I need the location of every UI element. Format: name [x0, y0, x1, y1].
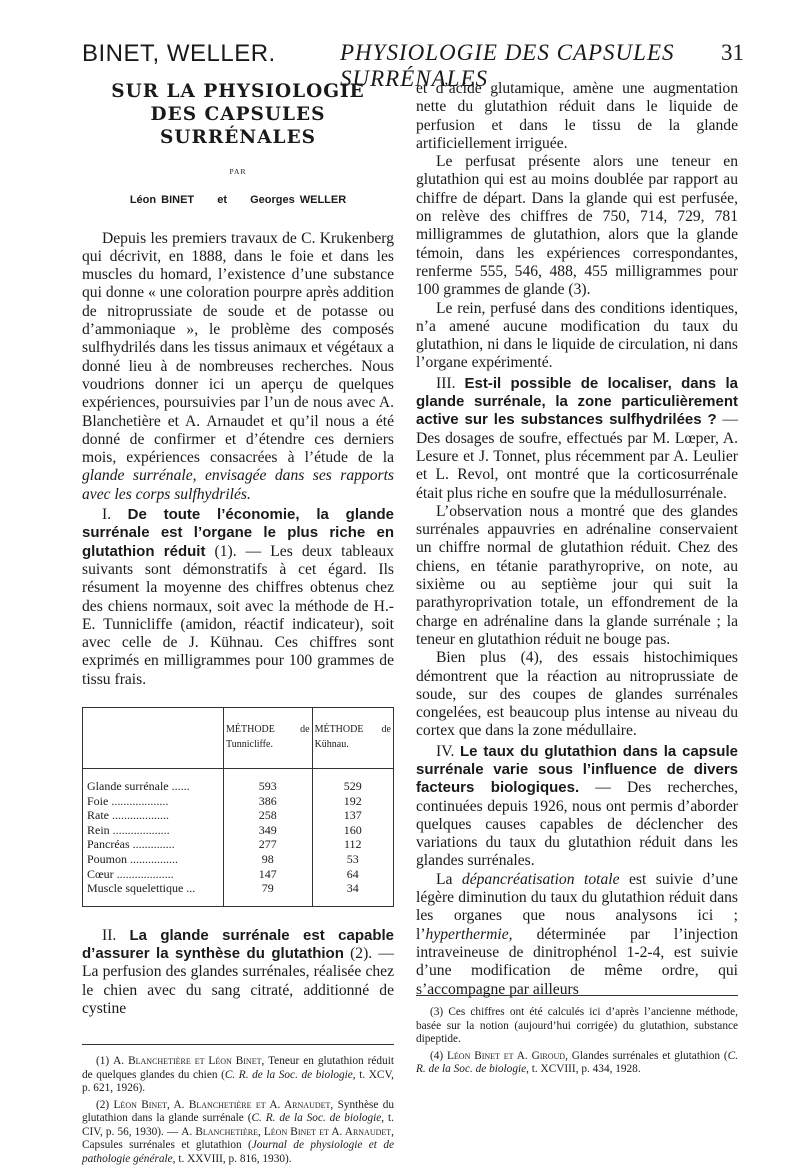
footnote-4	[416, 1050, 738, 1077]
glutathion-table	[82, 707, 394, 907]
table-row	[83, 852, 394, 867]
table-header-organ	[83, 708, 224, 769]
section-3-text: — Des dosages de soufre, effectués par M. Lœper, A. Lesure et J. Tonnet, plus récemment par A. Leulier et L. Revol, ont montré que la corticosurrénale était plus riche en soufre que la médullosurrénale.	[416, 411, 738, 502]
table-cell-tunnicliffe: 349	[224, 823, 313, 838]
left-column	[82, 80, 394, 1169]
article-title-line2: DES CAPSULES SURRÉNALES	[150, 104, 326, 148]
right-footnotes	[416, 995, 738, 1080]
table-cell-organ: Poumon ................	[87, 851, 179, 866]
footnote-4-authors: Léon Binet et A. Giroud	[447, 1049, 566, 1062]
byline	[82, 191, 394, 209]
footnote-2-text-b: , Capsules surrénales et glutathion (	[82, 1125, 394, 1152]
table-header-tunnicliffe: MÉTHODE de Tunnicliffe.	[224, 708, 313, 769]
section-2-text: (2). — La perfusion des glandes surrénales, réalisée chez le chien avec du sang citraté, additionné de cystine	[82, 945, 394, 1017]
footnote-4-journal: C. R. de la Soc. de biologie	[416, 1049, 739, 1075]
table-cell-tunnicliffe: 98	[224, 852, 313, 867]
table-row	[83, 837, 394, 852]
continuation-paragraph: et d’acide glutamique, amène une augmentation nette du glutathion réduit dans le liquide de perfusion et dans le tissu de la glande artificiellement irriguée.	[416, 80, 738, 152]
table-cell-kuhnau: 529	[312, 769, 393, 794]
paragraph-observation: L’observation nous a montré que des glandes surrénales appauvries en adrénaline conservaient un chiffre normal de glutathion réduit. Chez des chiens, en tétanie parathyroprive, on note, au sixième ou au septième jour qui suit la parathyroprivation totale, un effondrement de la charge en adrénaline dans la glande surrénale ; la teneur en glutathion réduit ne bouge pas.	[416, 502, 738, 648]
intro-text: Depuis les premiers travaux de C. Krukenberg qui décrivit, en 1888, dans le foie et dans les muscles du homard, l’existence d’une substance qui donne « une coloration pourpre après addition de nitroprussiate de soude et de potasse ou d’ammoniaque », le problème des composés sulfhydrilés dans les tissus animaux et végétaux a donné lieu à de nombreuses recherches. Nous voudrions donner ici un aperçu de quelques expériences, poursuivies par l’un de nous avec A. Blanchetière et A. Arnaudet et qu’il nous a été donné de confirmer et d’étendre ces derniers mois, expériences consacrées à l’étude de la	[82, 229, 394, 467]
article-title	[82, 80, 394, 149]
section-2-paragraph	[82, 927, 394, 1018]
table-cell-kuhnau: 112	[312, 837, 393, 852]
section-1-text: (1). — Les deux tableaux suivants sont démonstratifs à cet égard. Ils résument la moyenne des chiffres obtenus chez des chiens normaux, soit avec la méthode de H.-E. Tunnicliffe (amidon, réactif indicateur), soit avec celle de J. Kühnau. Ces chiffres sont exprimés en milligrammes pour 100 grammes de tissu frais.	[82, 542, 394, 688]
intro-italic: glande surrénale, envisagée dans ses rapports avec les corps sulfhydrilés.	[82, 467, 394, 503]
table-cell-organ: Pancréas ..............	[87, 837, 175, 852]
section-3-paragraph	[416, 375, 738, 503]
table-row	[83, 808, 394, 823]
running-head-authors: BINET, WELLER.	[82, 40, 276, 67]
footnote-4-ref: , t. XCVIII, p. 434, 1928.	[526, 1063, 641, 1075]
table-row	[83, 823, 394, 838]
table-header-row	[83, 708, 394, 769]
table-row	[83, 867, 394, 882]
footnote-rule-right	[416, 995, 738, 996]
footnote-2-authors: Léon Binet, A. Blanchetière et A. Arnaudet	[113, 1098, 331, 1111]
p8-text-c: , déterminée par l’injection intraveineuse de dinitrophénol 1-2-4, est suivie d’une modification de même ordre, qui s’accompagne par ailleurs	[416, 925, 738, 998]
table-cell-tunnicliffe: 258	[224, 808, 313, 823]
right-column	[416, 80, 738, 999]
paragraph-bien-plus: Bien plus (4), des essais histochimiques démontrent que la réaction au nitroprussiate de soude, sur des coupes de glandes surrénales congelées, est beaucoup plus intense au niveau du cortex que dans la zone médullaire.	[416, 649, 738, 740]
table-cell-kuhnau: 192	[312, 794, 393, 809]
table-cell-kuhnau: 137	[312, 808, 393, 823]
table-cell-organ: Foie ...................	[87, 793, 169, 808]
table-cell-tunnicliffe: 593	[224, 769, 313, 794]
table-cell-kuhnau: 53	[312, 852, 393, 867]
table-cell-organ: Glande surrénale ......	[87, 779, 190, 794]
section-2-number: II.	[102, 926, 130, 944]
page-number: 31	[721, 40, 744, 65]
footnote-1-marker: (1)	[96, 1055, 114, 1068]
intro-paragraph	[82, 230, 394, 504]
footnote-4-marker: (4)	[430, 1049, 448, 1062]
footnote-2	[82, 1099, 394, 1167]
footnote-1	[82, 1055, 394, 1096]
table-cell-kuhnau: 64	[312, 867, 393, 882]
table-cell-tunnicliffe: 277	[224, 837, 313, 852]
table-cell-kuhnau: 34	[312, 881, 393, 906]
paragraph-perfusat: Le perfusat présente alors une teneur en glutathion qui est au moins doublée par rapport au chiffre de départ. Dans la glande qui est perfusée, on relève des chiffres de 750, 714, 729, 781 milligrammes de glutathion, alors que la glande témoin, dans les expériences correspondantes, renferme 555, 546, 488, 455 milligrammes pour 100 grammes de glande (3).	[416, 153, 738, 299]
p8-text-b: est suivie d’une légère diminution du taux du glutathion réduit dans les organes que nous analysons ici ; l’	[416, 870, 738, 943]
running-head-title: PHYSIOLOGIE DES CAPSULES SURRÉNALES	[340, 40, 675, 91]
table-cell-tunnicliffe: 147	[224, 867, 313, 882]
footnote-2-ref: , t. CIV, p. 56, 1930). —	[82, 1112, 394, 1138]
section-3-number: III.	[436, 374, 465, 392]
author-1: Léon BINET	[129, 194, 195, 207]
section-4-paragraph	[416, 743, 738, 871]
par-label: PAR	[229, 167, 247, 176]
p8-italic-a: dépancréatisation totale	[461, 870, 620, 888]
table-header-kuhnau: MÉTHODE de Kühnau.	[312, 708, 393, 769]
footnote-2-text: , Synthèse du glutathion dans la glande surrénale (	[82, 1098, 395, 1125]
footnote-1-text: , Teneur en glutathion réduit de quelques glandes du chien (	[82, 1055, 394, 1081]
footnote-1-ref: , t. XCV, p. 621, 1926).	[82, 1068, 394, 1095]
table-row	[83, 769, 394, 794]
section-1-number: I.	[102, 506, 128, 524]
section-1-heading: De toute l’économie, la glande surrénale est l’organe le plus riche en glutathion réduit	[82, 506, 394, 560]
footnote-3: (3) Ces chiffres ont été calculés ici d’après l’ancienne méthode, basée sur la notion (aujourd’hui corrigée) du glutathion, substance dipeptide.	[416, 1006, 738, 1045]
footnote-4-text: , Glandes surrénales et glutathion (	[565, 1049, 728, 1062]
footnote-2-marker: (2)	[96, 1098, 114, 1111]
paragraph-rein: Le rein, perfusé dans des conditions identiques, n’a amené aucune modification du taux du glutathion, ni dans le liquide de circulation, ni dans l’organe expérimenté.	[416, 299, 738, 372]
paragraph-depancreatisation	[416, 871, 738, 999]
table-cell-tunnicliffe: 386	[224, 794, 313, 809]
section-2-heading: La glande surrénale est capable d’assurer la synthèse du glutathion	[82, 926, 395, 963]
p8-italic-b: hyperthermie	[425, 925, 509, 943]
p8-text-a: La	[436, 870, 462, 888]
footnote-2-authors-b: A. Blanchetière, Léon Binet et A. Arnaudet	[181, 1125, 392, 1138]
running-head	[82, 40, 744, 91]
section-4-heading: Le taux du glutathion dans la capsule surrénale varie sous l’influence de divers facteurs biologiques.	[416, 742, 738, 797]
article-title-line1: SUR LA PHYSIOLOGIE	[111, 81, 365, 102]
footnote-1-authors: A. Blanchetière et Léon Binet	[113, 1055, 262, 1068]
table-cell-kuhnau: 160	[312, 823, 393, 838]
table-cell-organ: Cœur ...................	[87, 866, 174, 881]
section-1-paragraph	[82, 506, 394, 689]
table-cell-organ: Rate ...................	[87, 808, 169, 823]
table-row	[83, 881, 394, 906]
table-cell-organ: Rein ...................	[87, 822, 170, 837]
footnote-1-journal: C. R. de la Soc. de biologie	[224, 1068, 353, 1081]
section-3-heading: Est-il possible de localiser, dans la glande surrénale, la zone particulièrement active sur les substances sulfhydrilées ?	[416, 374, 738, 429]
byline-et: et	[217, 194, 227, 207]
table-cell-tunnicliffe: 79	[224, 881, 313, 906]
section-4-text: — Des recherches, continuées depuis 1926, nous ont permis d’aborder quelques causes capables de déclencher des variations du taux du glutathion réduit dans les glandes surrénales.	[416, 779, 739, 870]
section-4-number: IV.	[436, 742, 460, 760]
table-row	[83, 794, 394, 809]
author-2: Georges WELLER	[250, 194, 347, 207]
footnote-rule	[82, 1044, 394, 1045]
table-cell-organ: Muscle squelettique ...	[87, 881, 196, 896]
footnote-2-journal-b: Journal de physiologie et de pathologie générale	[82, 1139, 394, 1165]
footnote-2-journal: C. R. de la Soc. de biologie	[251, 1112, 382, 1125]
footnote-2-ref-b: , t. XXVIII, p. 816, 1930).	[172, 1152, 292, 1165]
